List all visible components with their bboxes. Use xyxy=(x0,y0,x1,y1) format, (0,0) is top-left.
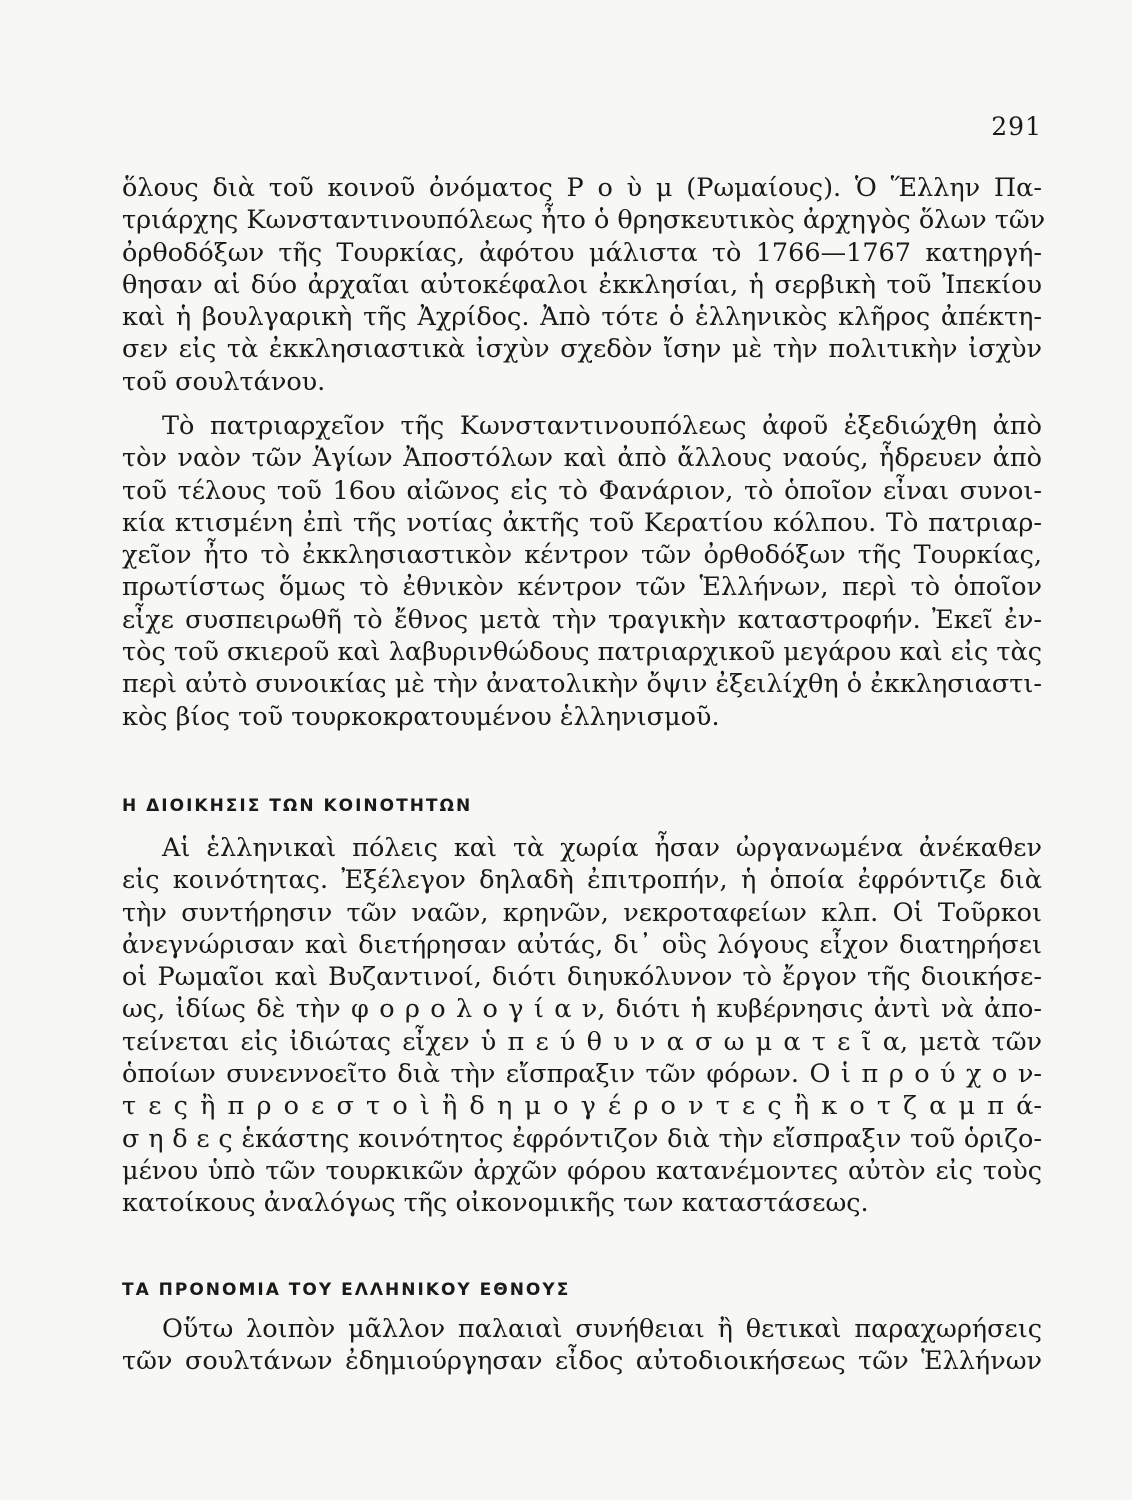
page-number: 291 xyxy=(991,112,1042,141)
paragraph-patriarchate xyxy=(122,410,1042,733)
text-line: εἰς κοινότητας. Ἐξέλεγον δηλαδὴ ἐπιτροπήν, ἡ ὁποία ἐφρόντιζε διὰ xyxy=(122,865,1042,896)
paragraph-communities xyxy=(122,832,1042,1220)
text-line: τείνεται εἰς ἰδιώτας εἶχεν ὑ π ε ύ θ υ ν α σ ω μ α τ ε ῖ α, μετὰ τῶν xyxy=(122,1026,1042,1057)
text-line: ὅλους διὰ τοῦ κοινοῦ ὀνόματος Ρ ο ὺ μ (Ρωμαίους). Ὁ Ἕλλην Πα- xyxy=(122,173,1042,203)
text-line: ὁποίων συνεννοεῖτο διὰ τὴν εἴσπραξιν τῶν φόρων. Ο ἱ π ρ ο ύ χ ο ν- xyxy=(122,1059,1042,1090)
text-line: κὸς βίος τοῦ τουρκοκρατουμένου ἑλληνισμοῦ. xyxy=(122,701,720,732)
paragraph-rum-patriarch xyxy=(122,172,1046,398)
text-line: κατοίκους ἀναλόγως τῆς οἰκονομικῆς των καταστάσεως. xyxy=(122,1188,869,1219)
text-line: περὶ αὐτὸ συνοικίας μὲ τὴν ἀνατολικὴν ὄψιν ἐξειλίχθη ὁ ἐκκλησιαστι- xyxy=(122,669,1042,700)
text-line: τὸν ναὸν τῶν Ἁγίων Ἀποστόλων καὶ ἀπὸ ἄλλους ναούς, ἧδρευεν ἀπὸ xyxy=(122,443,1042,474)
text-line: Οὕτω λοιπὸν μᾶλλον παλαιαὶ συνήθειαι ἢ θετικαὶ παραχωρήσεις xyxy=(162,1314,1042,1344)
section-heading-privileges: ΤΑ ΠΡΟΝΟΜΙΑ ΤΟΥ ΕΛΛΗΝΙΚΟΥ ΕΘΝΟΥΣ xyxy=(122,1280,571,1300)
text-line: τοῦ σουλτάνου. xyxy=(122,366,326,397)
text-line: σεν εἰς τὰ ἐκκλησιαστικὰ ἰσχὺν σχεδὸν ἴσην μὲ τὴν πολιτικὴν ἰσχὺν xyxy=(122,334,1042,365)
text-line: τὸς τοῦ σκιεροῦ καὶ λαβυρινθώδους πατριαρχικοῦ μεγάρου καὶ εἰς τὰς xyxy=(122,637,1042,668)
text-line: πρωτίστως ὅμως τὸ ἐθνικὸν κέντρον τῶν Ἑλλήνων, περὶ τὸ ὁποῖον xyxy=(122,572,1042,603)
text-line: σ η δ ε ς ἑκάστης κοινότητος ἐφρόντιζον διὰ τὴν εἴσπραξιν τοῦ ὁριζο- xyxy=(122,1123,1042,1154)
text-line: τὴν συντήρησιν τῶν ναῶν, κρηνῶν, νεκροταφείων κλπ. Οἱ Τοῦρκοι xyxy=(122,897,1042,928)
text-line: μένου ὑπὸ τῶν τουρκικῶν ἀρχῶν φόρου κατανέμοντες αὐτὸν εἰς τοὺς xyxy=(122,1155,1042,1186)
text-line: τ ε ς ἢ π ρ ο ε σ τ ο ὶ ἢ δ η μ ο γ έ ρ ο ν τ ε ς ἢ κ ο τ ζ α μ π ά- xyxy=(122,1091,1042,1122)
text-line: τριάρχης Κωνσταντινουπόλεως ἦτο ὁ θρησκευτικὸς ἀρχηγὸς ὅλων τῶν xyxy=(122,205,1046,236)
text-line: εἶχε συσπειρωθῆ τὸ ἔθνος μετὰ τὴν τραγικὴν καταστροφήν. Ἐκεῖ ἐν- xyxy=(122,604,1042,635)
paragraph-self-government xyxy=(122,1313,1042,1378)
text-line: ως, ἰδίως δὲ τὴν φ ο ρ ο λ ο γ ί α ν, διότι ἡ κυβέρνησις ἀντὶ νὰ ἀπο- xyxy=(122,994,1042,1025)
text-line: χεῖον ἦτο τὸ ἐκκλησιαστικὸν κέντρον τῶν ὀρθοδόξων τῆς Τουρκίας, xyxy=(122,540,1042,571)
text-line: κία κτισμένη ἐπὶ τῆς νοτίας ἀκτῆς τοῦ Κερατίου κόλπου. Τὸ πατριαρ- xyxy=(122,507,1042,538)
section-heading-administration: Η ΔΙΟΙΚΗΣΙΣ ΤΩΝ ΚΟΙΝΟΤΗΤΩΝ xyxy=(122,796,473,816)
text-line: τῶν σουλτάνων ἐδημιούργησαν εἶδος αὐτοδιοικήσεως τῶν Ἑλλήνων xyxy=(122,1346,1042,1377)
text-line: Αἱ ἑλληνικαὶ πόλεις καὶ τὰ χωρία ἦσαν ὠργανωμένα ἀνέκαθεν xyxy=(162,833,1042,863)
text-line: Τὸ πατριαρχεῖον τῆς Κωνσταντινουπόλεως ἀφοῦ ἐξεδιώχθη ἀπὸ xyxy=(162,411,1042,441)
text-line: θησαν αἱ δύο ἀρχαῖαι αὐτοκέφαλοι ἐκκλησίαι, ἡ σερβικὴ τοῦ Ἰπεκίου xyxy=(122,269,1042,300)
text-line: ὀρθοδόξων τῆς Τουρκίας, ἀφότου μάλιστα τὸ 1766—1767 κατηργή- xyxy=(122,237,1042,268)
text-line: καὶ ἡ βουλγαρικὴ τῆς Ἀχρίδος. Ἀπὸ τότε ὁ ἑλληνικὸς κλῆρος ἀπέκτη- xyxy=(122,302,1042,333)
text-line: οἱ Ρωμαῖοι καὶ Βυζαντινοί, διότι διηυκόλυνον τὸ ἔργον τῆς διοικήσε- xyxy=(122,962,1042,993)
text-line: ἀνεγνώρισαν καὶ διετήρησαν αὐτάς, δι᾽ οὓς λόγους εἶχον διατηρήσει xyxy=(122,929,1042,960)
text-line: τοῦ τέλους τοῦ 16ου αἰῶνος εἰς τὸ Φανάριον, τὸ ὁποῖον εἶναι συνοι- xyxy=(122,475,1042,506)
